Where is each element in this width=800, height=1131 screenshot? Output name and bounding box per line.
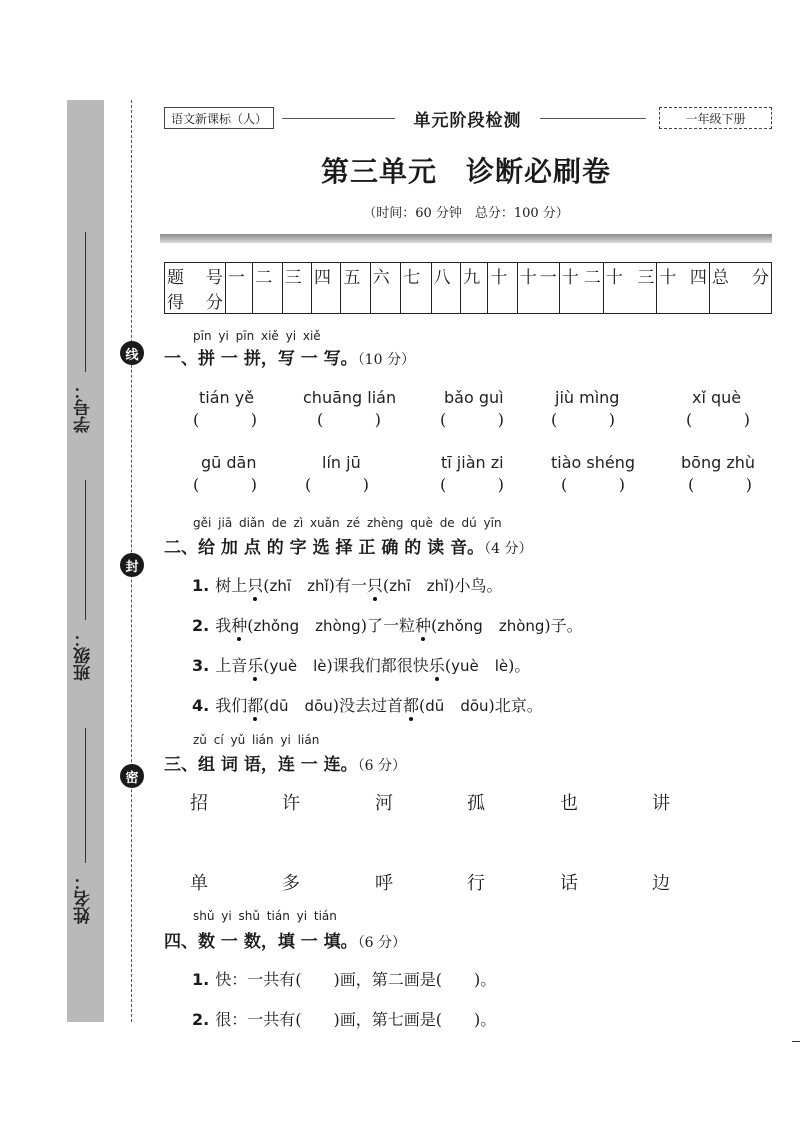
answer-blank[interactable]: ( ) — [561, 475, 625, 494]
reading-option[interactable]: dū — [269, 697, 289, 715]
section1-title-text: 一、拼 一 拼，写 一 写。 — [164, 349, 358, 369]
reading-option[interactable]: zhǒng — [437, 617, 483, 635]
match-char-bottom[interactable]: 单 — [190, 873, 208, 894]
section4-points: （6 分） — [357, 935, 407, 951]
answer-blank[interactable]: ( ) — [686, 410, 750, 429]
match-char-bottom[interactable]: 边 — [652, 873, 670, 894]
section4-title-text: 四、数 一 数，填 一 填。 — [164, 932, 358, 952]
reading-option[interactable]: lè — [494, 657, 509, 675]
pinyin-word: tī jiàn zi — [441, 453, 504, 472]
score-cell[interactable] — [370, 288, 400, 314]
score-header-cell: 二 — [253, 263, 282, 289]
score-header-cell: 总 分 — [709, 263, 771, 289]
match-char-bottom[interactable]: 话 — [560, 873, 578, 894]
reading-option[interactable]: yuè — [451, 657, 479, 675]
reading-option[interactable]: zhòng — [498, 617, 545, 635]
match-char-bottom[interactable]: 多 — [282, 873, 300, 894]
score-cell[interactable] — [517, 288, 559, 314]
answer-blank[interactable]: ( ) — [440, 410, 504, 429]
section2-title-text: 二、给 加 点 的 字 选 择 正 确 的 读 音。 — [164, 538, 485, 558]
match-char-bottom[interactable]: 行 — [467, 873, 485, 894]
match-char-top[interactable]: 孤 — [467, 793, 485, 814]
question-item: 3. 上音乐(yuè lè)课我们都很快乐(yuè lè)。 — [192, 656, 531, 675]
section3-pinyin: zǔ cí yǔ lián yi lián — [193, 733, 320, 747]
title-rule — [160, 234, 772, 243]
score-cell[interactable] — [401, 288, 431, 314]
reading-option[interactable]: zhòng — [315, 617, 361, 635]
score-header-cell: 五 — [341, 263, 370, 289]
match-char-top[interactable]: 河 — [375, 793, 393, 814]
pinyin-word: tián yě — [199, 388, 255, 407]
pinyin-word: bǎo guì — [444, 388, 504, 407]
section2-title — [164, 533, 532, 558]
section1-title — [164, 344, 415, 369]
answer-blank[interactable]: ( ) — [688, 475, 752, 494]
section4-title — [164, 927, 406, 952]
question-item: 1. 树上只(zhī zhǐ)有一只(zhī zhǐ)小鸟。 — [192, 576, 503, 595]
section2-pinyin: gěi jiā diǎn de zì xuǎn zé zhèng què de dú yīn — [193, 516, 502, 530]
match-char-top[interactable]: 招 — [190, 793, 208, 814]
seal-feng: 封 — [120, 553, 144, 577]
reading-option[interactable]: dū — [425, 697, 445, 715]
pinyin-word: xǐ què — [692, 388, 742, 407]
seal-mi: 密 — [120, 764, 144, 788]
section3-points: （6 分） — [357, 758, 407, 774]
score-table — [164, 262, 772, 314]
score-header-cell: 题 号 — [165, 263, 226, 289]
seal-xian: 线 — [120, 341, 144, 365]
pinyin-word: jiù mìng — [555, 388, 620, 407]
class-underline — [85, 480, 86, 620]
question-item: 2. 我种(zhǒng zhòng)了一粒种(zhǒng zhòng)子。 — [192, 616, 583, 635]
reading-option[interactable]: zhǐ — [426, 577, 449, 595]
match-char-bottom[interactable]: 呼 — [375, 873, 393, 894]
edition-tag: 语文新课标（人） — [164, 107, 274, 129]
score-header-cell: 四 — [311, 263, 340, 289]
answer-blank[interactable]: ( ) — [193, 410, 257, 429]
answer-blank[interactable]: ( ) — [440, 475, 504, 494]
pinyin-word: lín jū — [322, 453, 361, 472]
answer-blank[interactable]: ( ) — [551, 410, 615, 429]
reading-option[interactable]: zhī — [389, 577, 411, 595]
question-item: 4. 我们都(dū dōu)没去过首都(dū dōu)北京。 — [192, 696, 543, 715]
pinyin-word: chuāng lián — [303, 388, 397, 407]
page-edge-mark — [792, 1041, 800, 1042]
score-header-cell: 十二 — [559, 263, 603, 289]
grade-tag: 一年级下册 — [659, 107, 772, 129]
reading-option[interactable]: dōu — [460, 697, 489, 715]
score-header-cell: 十 — [488, 263, 517, 289]
name-underline — [85, 728, 86, 863]
section4-pinyin: shǔ yi shǔ tián yi tián — [193, 909, 337, 923]
student-id-label: 学号： — [74, 382, 94, 433]
section1-points: （10 分） — [357, 352, 415, 368]
score-input-row — [165, 288, 772, 314]
score-cell[interactable] — [559, 288, 603, 314]
score-cell[interactable] — [431, 288, 460, 314]
pinyin-word: bōng zhù — [681, 453, 756, 472]
score-header-cell: 六 — [370, 263, 400, 289]
page-title: 第三单元 诊断必刷卷 — [320, 155, 611, 188]
answer-blank[interactable]: ( ) — [193, 475, 257, 494]
score-cell[interactable] — [282, 288, 311, 314]
section1-pinyin: pīn yi pīn xiě yi xiě — [193, 329, 321, 343]
stroke-question[interactable]: 1. 快：一共有( )画，第二画是( )。 — [192, 970, 497, 989]
student-id-field[interactable] — [67, 232, 104, 462]
exam-info: （时间：60 分钟 总分：100 分） — [363, 206, 569, 221]
score-cell[interactable] — [253, 288, 282, 314]
header-title: 单元阶段检测 — [395, 106, 540, 131]
pinyin-word: gū dān — [201, 453, 257, 472]
section3-title — [164, 750, 406, 775]
score-cell[interactable] — [657, 288, 710, 314]
score-header-cell: 十四 — [657, 263, 710, 289]
score-cell[interactable] — [603, 288, 657, 314]
score-cell[interactable] — [341, 288, 370, 314]
reading-option[interactable]: lè — [313, 657, 327, 675]
score-header-cell: 七 — [401, 263, 431, 289]
class-field[interactable] — [67, 480, 104, 710]
score-cell[interactable] — [461, 288, 488, 314]
score-header-cell: 十一 — [517, 263, 559, 289]
score-header-cell: 十三 — [603, 263, 657, 289]
match-char-top[interactable]: 讲 — [652, 793, 670, 814]
reading-option[interactable]: yuè — [269, 657, 298, 675]
reading-option[interactable]: dōu — [304, 697, 333, 715]
section3-title-text: 三、组 词 语，连 一 连。 — [164, 755, 358, 775]
score-cell[interactable] — [709, 288, 771, 314]
match-char-top[interactable]: 许 — [282, 793, 300, 814]
match-char-top[interactable]: 也 — [560, 793, 578, 814]
score-header-row — [165, 263, 772, 289]
name-field[interactable] — [67, 728, 104, 958]
score-row-label: 得 分 — [165, 288, 226, 314]
score-header-cell: 三 — [282, 263, 311, 289]
reading-option[interactable]: zhǒng — [253, 617, 300, 635]
pinyin-word: tiào shéng — [551, 453, 636, 472]
name-label: 姓名： — [74, 873, 94, 924]
score-cell[interactable] — [225, 288, 252, 314]
answer-blank[interactable]: ( ) — [305, 475, 369, 494]
student-id-underline — [85, 232, 86, 372]
score-cell[interactable] — [311, 288, 340, 314]
score-cell[interactable] — [488, 288, 517, 314]
score-header-cell: 九 — [461, 263, 488, 289]
answer-blank[interactable]: ( ) — [317, 410, 381, 429]
reading-option[interactable]: zhǐ — [307, 577, 329, 595]
section2-points: （4 分） — [484, 541, 533, 557]
stroke-question[interactable]: 2. 很：一共有( )画，第七画是( )。 — [192, 1010, 497, 1029]
score-header-cell: 八 — [431, 263, 460, 289]
class-label: 班级： — [74, 630, 94, 681]
score-header-cell: 一 — [225, 263, 252, 289]
reading-option[interactable]: zhī — [269, 577, 292, 595]
